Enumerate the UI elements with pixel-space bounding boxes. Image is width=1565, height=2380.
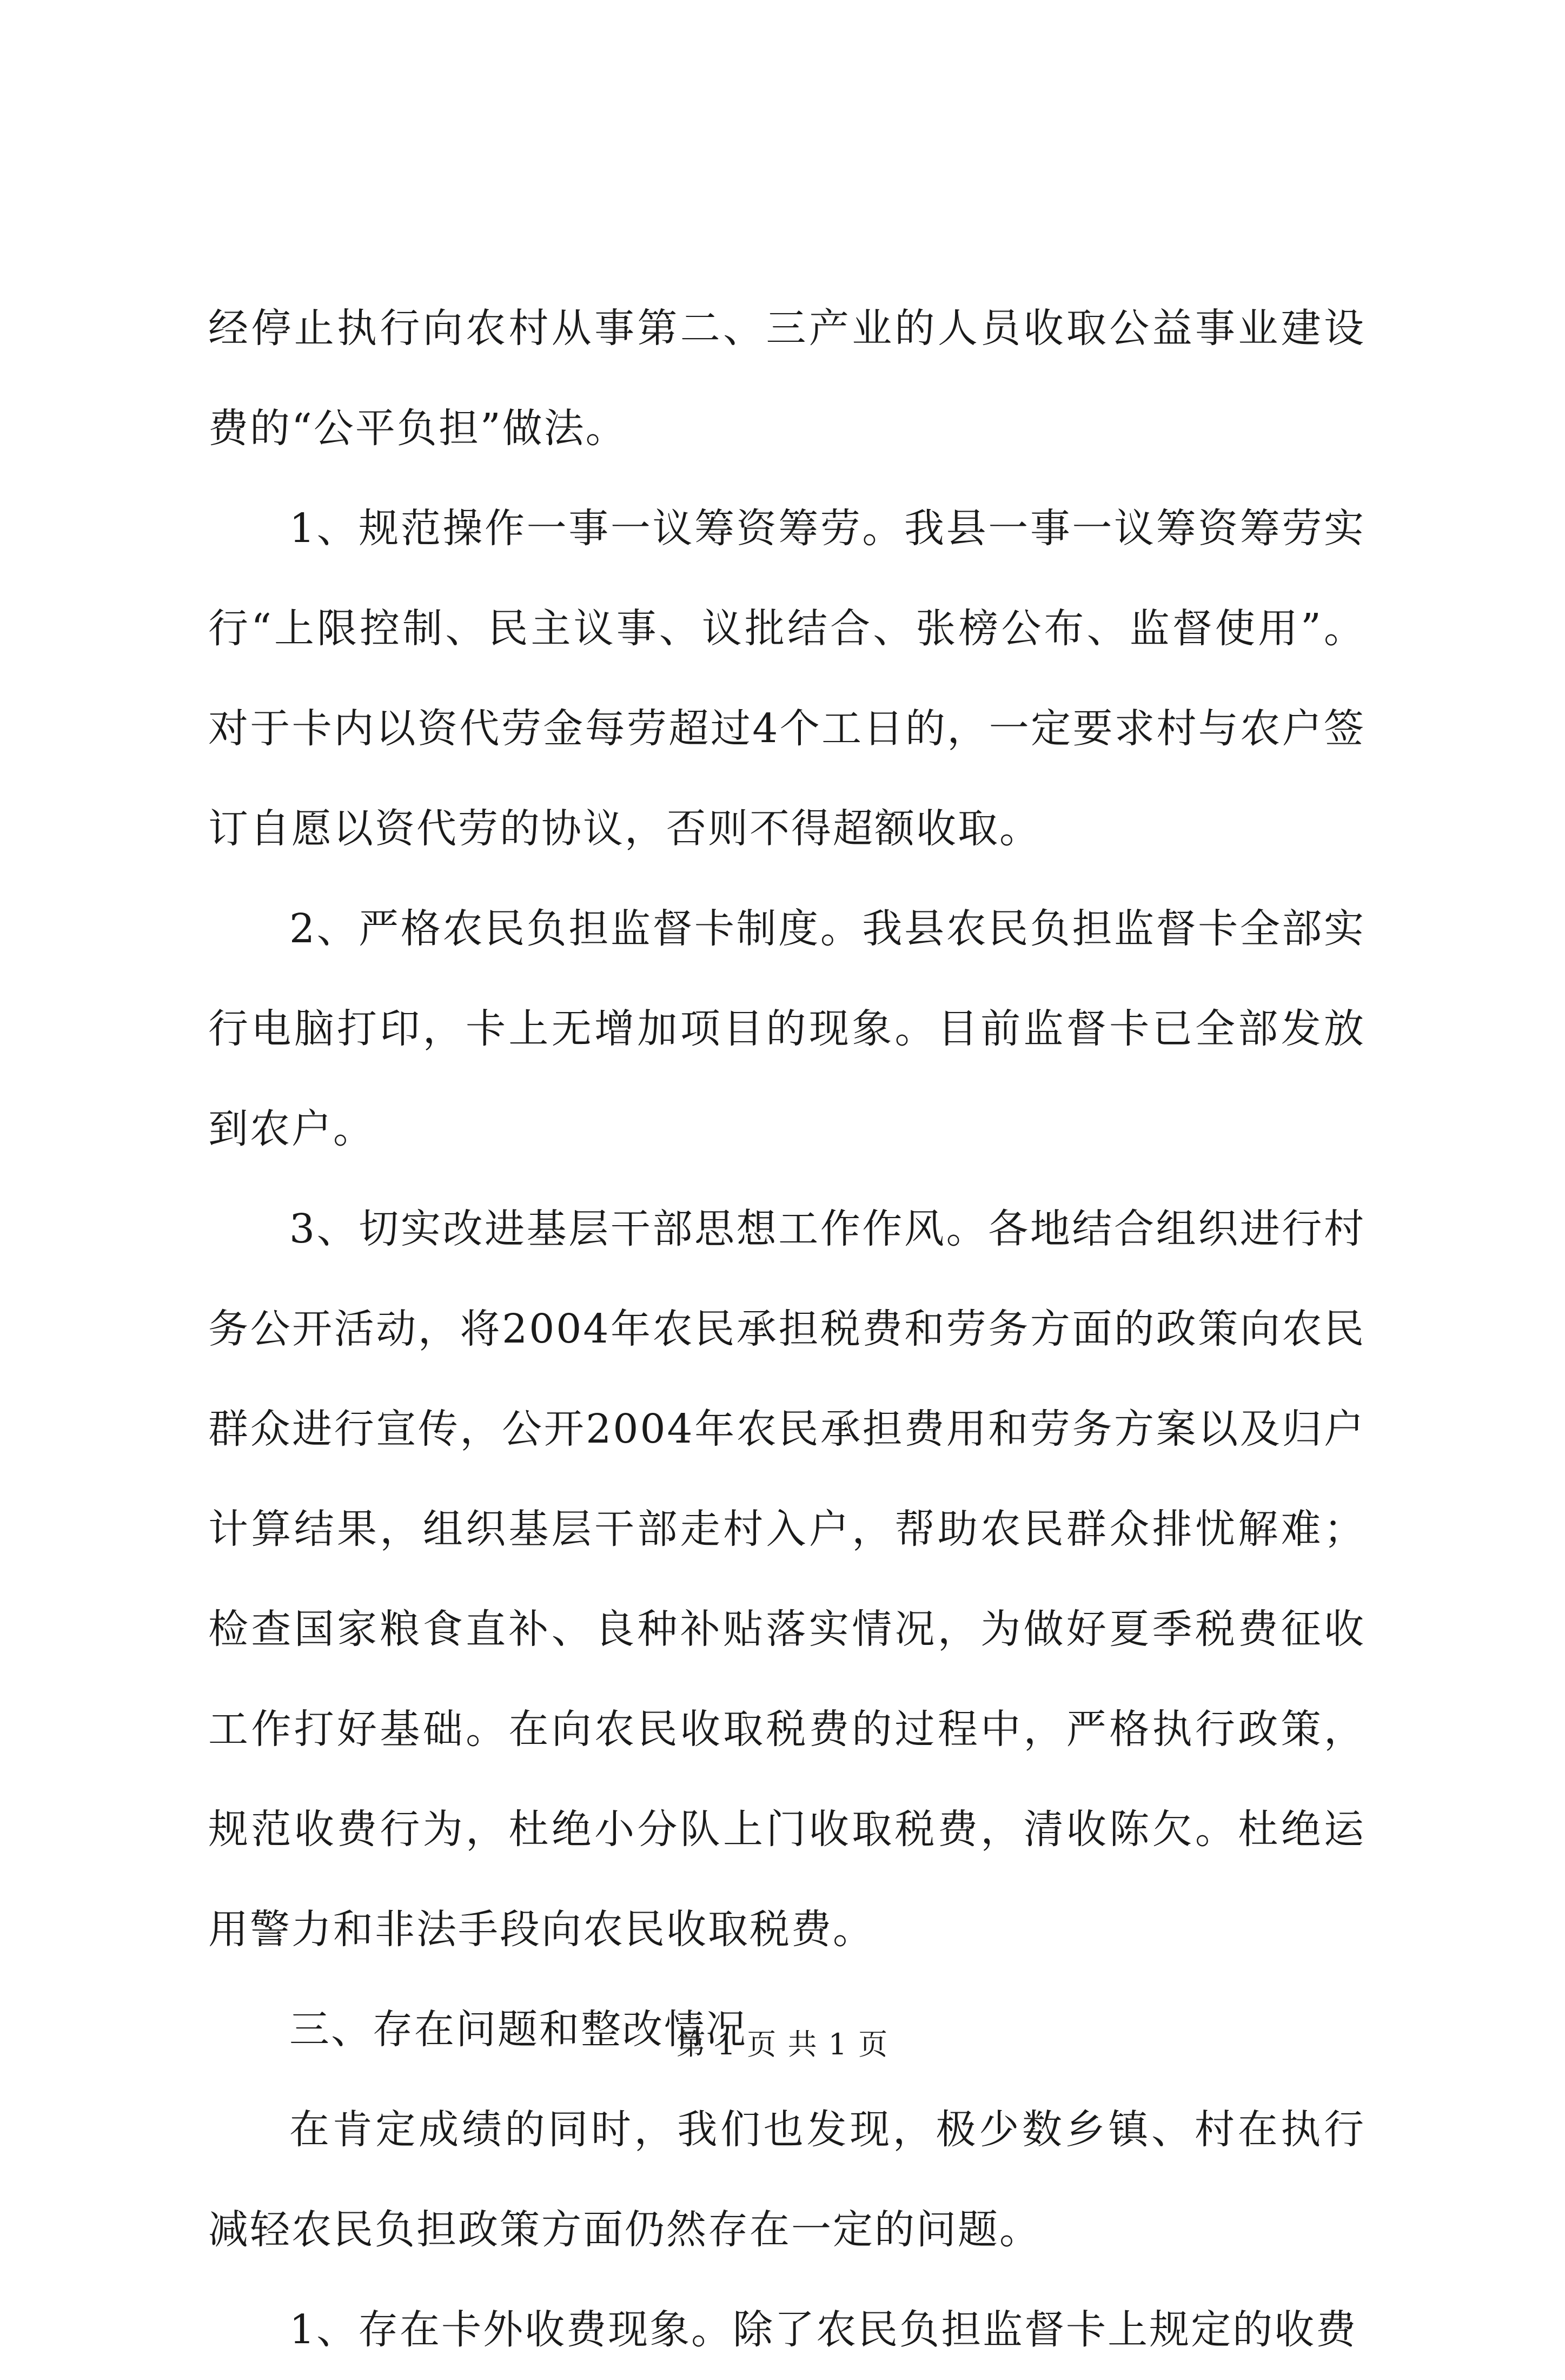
section-heading-problems: 三、存在问题和整改情况 bbox=[289, 2006, 747, 2053]
paragraph-problem-item-1: 1、存在卡外收费现象。除了农民负担监督卡上规定的收费 bbox=[289, 2306, 1358, 2353]
document-body bbox=[208, 279, 1365, 2380]
paragraph-item-3-work-style: 3、切实改进基层干部思想工作作风。各地结合组织进行村务公开活动，将2004年农民承担税费和劳务方面的政策向农民群众进行宣传，公开2004年农民承担费用和劳务方案以及归户计算结果，组织基层干部走村入户，帮助农民群众排忧解难；检查国家粮食直补、良种补贴落实情况，为做好夏季税费征收工作打好基础。在向农民收取税费的过程中，严格执行政策，规范收费行为，杜绝小分队上门收取税费，清收陈欠。杜绝运用警力和非法手段向农民收取税费。 bbox=[208, 1206, 1365, 1953]
paragraph-problems-intro: 在肯定成绩的同时，我们也发现，极少数乡镇、村在执行减轻农民负担政策方面仍然存在一定的问题。 bbox=[208, 2106, 1365, 2253]
paragraph-item-1-fundraising: 1、规范操作一事一议筹资筹劳。我县一事一议筹资筹劳实行“上限控制、民主议事、议批结合、张榜公布、监督使用”。对于卡内以资代劳金每劳超过4个工日的，一定要求村与农户签订自愿以资代劳的协议，否则不得超额收取。 bbox=[208, 505, 1365, 852]
paragraph-item-2-supervision-card: 2、严格农民负担监督卡制度。我县农民负担监督卡全部实行电脑打印，卡上无增加项目的现象。目前监督卡已全部发放到农户。 bbox=[208, 905, 1365, 1152]
page-number-footer: 第 1 页 共 1 页 bbox=[676, 2027, 889, 2061]
paragraph-continuation: 经停止执行向农村从事第二、三产业的人员收取公益事业建设费的“公平负担”做法。 bbox=[208, 305, 1365, 452]
